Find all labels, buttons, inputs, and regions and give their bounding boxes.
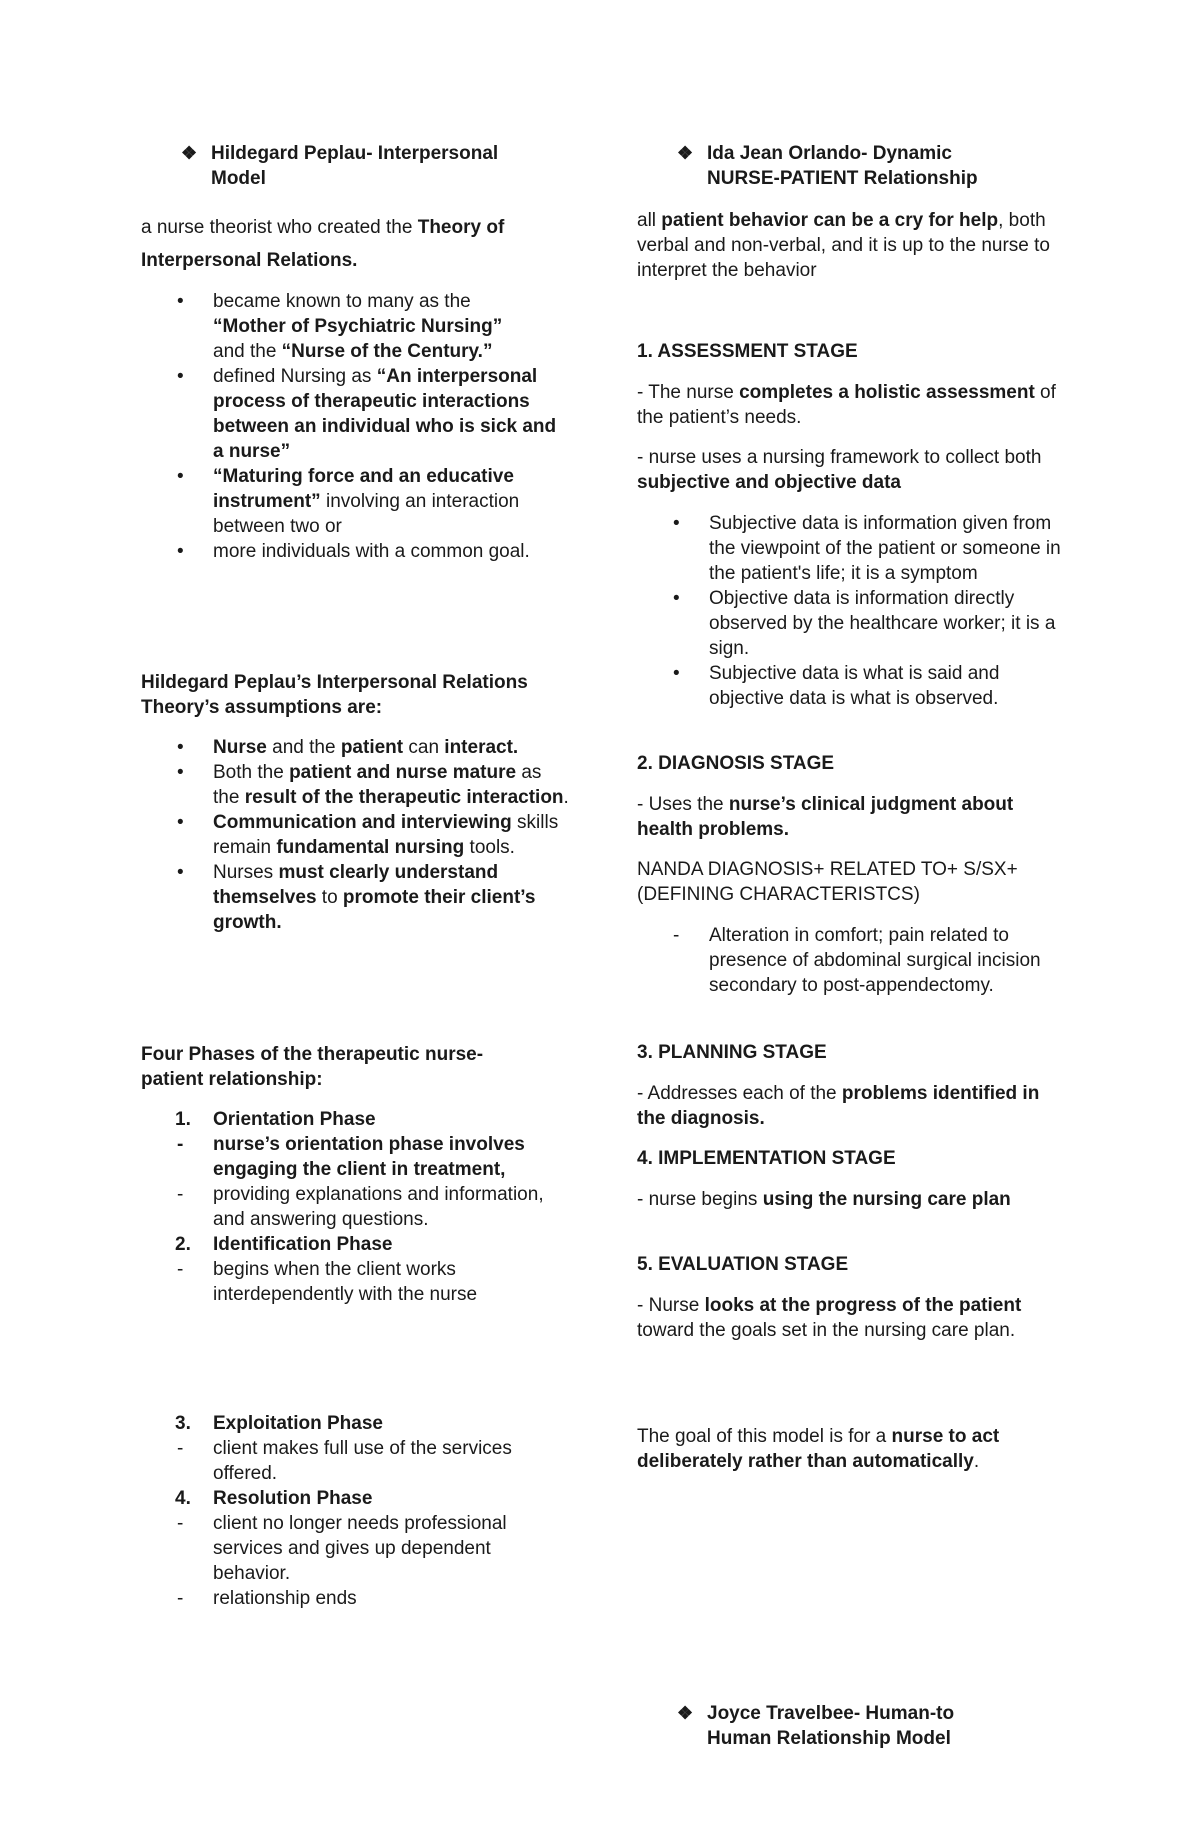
phase-detail bbox=[141, 1257, 571, 1307]
phase-title: Resolution Phase bbox=[213, 1488, 373, 1509]
bullet-item bbox=[141, 810, 571, 860]
para-bold: nurse to act deliberately rather than automatically bbox=[637, 1426, 1000, 1472]
bullet-icon: • bbox=[177, 812, 184, 833]
bullet-bold: “Nurse of the Century.” bbox=[281, 341, 493, 362]
implementation-heading: 4. IMPLEMENTATION STAGE bbox=[637, 1148, 896, 1169]
phase-detail bbox=[141, 1511, 571, 1586]
para-bold: problems identified in the diagnosis. bbox=[637, 1083, 1040, 1129]
bullet-icon: • bbox=[177, 291, 184, 312]
phase-item bbox=[141, 1107, 571, 1132]
bullet-icon: • bbox=[177, 762, 184, 783]
bullet-bold: must clearly understand themselves bbox=[213, 862, 499, 908]
bullet-text: skills remain bbox=[213, 812, 559, 858]
bullet-text: Subjective data is information given from the viewpoint of the patient or someone in the patient's life; it is a symptom bbox=[709, 513, 1061, 584]
intro-text: a nurse theorist who created the bbox=[141, 217, 418, 238]
bullet-bold: patient and nurse mature bbox=[289, 762, 517, 783]
bullet-bold: interact. bbox=[444, 737, 519, 758]
dash-icon: - bbox=[177, 1438, 184, 1459]
travelbee-heading bbox=[637, 1701, 1137, 1751]
bullet-bold: Nurse bbox=[213, 737, 267, 758]
para-text: of the patient’s needs. bbox=[637, 382, 1056, 428]
phase-detail-text: begins when the client works interdependently with the nurse bbox=[213, 1259, 478, 1305]
assessment-p2 bbox=[637, 445, 1067, 495]
phase-title: Exploitation Phase bbox=[213, 1413, 383, 1434]
peplau-heading bbox=[141, 141, 641, 191]
bullet-item bbox=[141, 464, 571, 539]
phases-heading: Four Phases of the therapeutic nurse-patient relationship: bbox=[141, 1044, 484, 1090]
assessment-p1 bbox=[637, 380, 1067, 430]
dash-icon: - bbox=[177, 1184, 184, 1205]
phase-number: 1. bbox=[175, 1109, 191, 1130]
phase-detail-text: nurse’s orientation phase involves engaging the client in treatment, bbox=[213, 1134, 525, 1180]
peplau-heading-line1: Hildegard Peplau- Interpersonal bbox=[211, 143, 499, 164]
bullet-text: involving an interaction between two or bbox=[213, 491, 520, 537]
bullet-bold: promote their client’s growth. bbox=[213, 887, 536, 933]
intro-text: all bbox=[637, 210, 662, 231]
phase-detail-text: relationship ends bbox=[213, 1588, 357, 1609]
phase-detail-text: providing explanations and information, and answering questions. bbox=[213, 1184, 544, 1230]
goal-paragraph bbox=[637, 1424, 1067, 1474]
orlando-heading bbox=[637, 141, 1137, 191]
dash-icon: - bbox=[177, 1513, 184, 1534]
para-text: - nurse begins bbox=[637, 1189, 763, 1210]
bullet-text: and the bbox=[213, 341, 282, 362]
intro-bold: patient behavior can be a cry for help bbox=[661, 210, 999, 231]
bullet-bold: result of the therapeutic interaction bbox=[244, 787, 564, 808]
para-bold: nurse’s clinical judgment about health problems. bbox=[637, 794, 1014, 840]
bullet-bold: Communication and interviewing bbox=[213, 812, 512, 833]
diagnosis-nanda: NANDA DIAGNOSIS+ RELATED TO+ S/SX+ (DEFINING CHARACTERISTCS) bbox=[637, 859, 1018, 905]
bullet-icon: • bbox=[177, 862, 184, 883]
planning-heading: 3. PLANNING STAGE bbox=[637, 1042, 827, 1063]
bullet-text: tools. bbox=[464, 837, 515, 858]
phases-list-continued bbox=[141, 1411, 571, 1611]
diagnosis-heading: 2. DIAGNOSIS STAGE bbox=[637, 753, 835, 774]
dash-text: Alteration in comfort; pain related to presence of abdominal surgical incision secondary to post-appendectomy. bbox=[709, 925, 1041, 996]
peplau-heading-line2: Model bbox=[211, 168, 266, 189]
phase-detail bbox=[141, 1436, 571, 1486]
bullet-text: defined Nursing as bbox=[213, 366, 377, 387]
intro-bold: Theory of bbox=[417, 217, 505, 238]
phase-number: 4. bbox=[175, 1488, 191, 1509]
bullet-icon: • bbox=[177, 466, 184, 487]
left-column bbox=[141, 0, 571, 1609]
orlando-intro bbox=[637, 208, 1067, 283]
para-bold: completes a holistic assessment bbox=[739, 382, 1035, 403]
travelbee-heading-line2: Human Relationship Model bbox=[707, 1728, 951, 1749]
para-bold: subjective and objective data bbox=[637, 472, 901, 493]
bullet-text: as the bbox=[213, 762, 542, 808]
para-text: . bbox=[973, 1451, 980, 1472]
dash-icon: - bbox=[177, 1134, 184, 1155]
para-text: - Uses the bbox=[637, 794, 729, 815]
diamond-bullet-icon: ❖ bbox=[677, 1703, 694, 1723]
bullet-bold: “Mother of Psychiatric Nursing” bbox=[213, 316, 503, 337]
evaluation-p1 bbox=[637, 1293, 1067, 1343]
dash-icon: - bbox=[673, 925, 680, 946]
phase-title: Identification Phase bbox=[213, 1234, 393, 1255]
assessment-heading: 1. ASSESSMENT STAGE bbox=[637, 341, 858, 362]
bullet-icon: • bbox=[177, 541, 184, 562]
para-bold: looks at the progress of the patient bbox=[704, 1295, 1022, 1316]
bullet-item bbox=[637, 586, 1067, 661]
peplau-intro bbox=[141, 207, 571, 273]
bullet-item bbox=[141, 760, 571, 810]
phase-detail bbox=[141, 1586, 571, 1611]
para-text: toward the goals set in the nursing care plan. bbox=[637, 1320, 1016, 1341]
orlando-heading-line1: Ida Jean Orlando- Dynamic bbox=[707, 143, 952, 164]
para-text: The goal of this model is for a bbox=[637, 1426, 892, 1447]
dash-icon: - bbox=[177, 1588, 184, 1609]
diamond-bullet-icon: ❖ bbox=[181, 143, 198, 163]
phase-item bbox=[141, 1486, 571, 1511]
bullet-text: and the bbox=[266, 737, 341, 758]
bullet-icon: • bbox=[177, 737, 184, 758]
bullet-text: can bbox=[403, 737, 445, 758]
bullet-item bbox=[141, 539, 571, 564]
bullet-text: Both the bbox=[213, 762, 290, 783]
phase-item bbox=[141, 1411, 571, 1436]
bullet-item bbox=[637, 661, 1067, 711]
travelbee-heading-line1: Joyce Travelbee- Human-to bbox=[707, 1703, 955, 1724]
para-bold: using the nursing care plan bbox=[762, 1189, 1011, 1210]
phase-number: 3. bbox=[175, 1413, 191, 1434]
bullet-text: became known to many as the bbox=[213, 291, 471, 312]
diagnosis-p1 bbox=[637, 792, 1067, 842]
evaluation-heading: 5. EVALUATION STAGE bbox=[637, 1254, 849, 1275]
phases-list bbox=[141, 1107, 571, 1307]
bullet-text: Objective data is information directly observed by the healthcare worker; it is a sign. bbox=[709, 588, 1056, 659]
phase-detail bbox=[141, 1132, 571, 1182]
dash-item bbox=[637, 923, 1067, 998]
bullet-item bbox=[141, 289, 571, 364]
bullet-item bbox=[637, 511, 1067, 586]
planning-p1 bbox=[637, 1081, 1067, 1131]
assumptions-heading: Hildegard Peplau’s Interpersonal Relations Theory’s assumptions are: bbox=[141, 672, 528, 718]
bullet-bold: “An interpersonal process of therapeutic interactions between an individual who is sick and a nurse” bbox=[213, 366, 557, 462]
bullet-item bbox=[141, 364, 571, 464]
bullet-text: Nurses bbox=[213, 862, 279, 883]
right-column bbox=[637, 0, 1067, 1749]
diamond-bullet-icon: ❖ bbox=[677, 143, 694, 163]
implementation-p1 bbox=[637, 1187, 1067, 1212]
bullet-bold: fundamental nursing bbox=[276, 837, 465, 858]
phase-number: 2. bbox=[175, 1234, 191, 1255]
para-text: - Nurse bbox=[637, 1295, 705, 1316]
bullet-text: to bbox=[316, 887, 343, 908]
phase-item bbox=[141, 1232, 571, 1257]
assessment-bullets bbox=[637, 511, 1067, 711]
para-text: - nurse uses a nursing framework to collect both bbox=[637, 447, 1042, 468]
bullet-icon: • bbox=[673, 513, 680, 534]
diagnosis-example bbox=[637, 923, 1067, 998]
bullet-text: Subjective data is what is said and objective data is what is observed. bbox=[709, 663, 1000, 709]
para-text: - The nurse bbox=[637, 382, 740, 403]
assumptions-bullets bbox=[141, 735, 571, 935]
orlando-heading-line2: NURSE-PATIENT Relationship bbox=[707, 168, 978, 189]
phase-title: Orientation Phase bbox=[213, 1109, 376, 1130]
intro-text: , both verbal and non-verbal, and it is up to the nurse to interpret the behavior bbox=[637, 210, 1050, 281]
phase-detail-text: client no longer needs professional services and gives up dependent behavior. bbox=[213, 1513, 507, 1584]
bullet-bold: “Maturing force and an educative instrument” bbox=[213, 466, 514, 512]
bullet-bold: patient bbox=[340, 737, 404, 758]
bullet-item bbox=[141, 860, 571, 935]
bullet-icon: • bbox=[673, 663, 680, 684]
phase-detail-text: client makes full use of the services offered. bbox=[213, 1438, 512, 1484]
bullet-text: more individuals with a common goal. bbox=[213, 541, 530, 562]
phase-detail bbox=[141, 1182, 571, 1232]
para-text: - Addresses each of the bbox=[637, 1083, 842, 1104]
dash-icon: - bbox=[177, 1259, 184, 1280]
intro-bold-2: Interpersonal Relations. bbox=[141, 250, 358, 271]
bullet-icon: • bbox=[177, 366, 184, 387]
bullet-item bbox=[141, 735, 571, 760]
bullet-text: . bbox=[563, 787, 569, 808]
bullet-icon: • bbox=[673, 588, 680, 609]
peplau-bullets bbox=[141, 289, 571, 564]
